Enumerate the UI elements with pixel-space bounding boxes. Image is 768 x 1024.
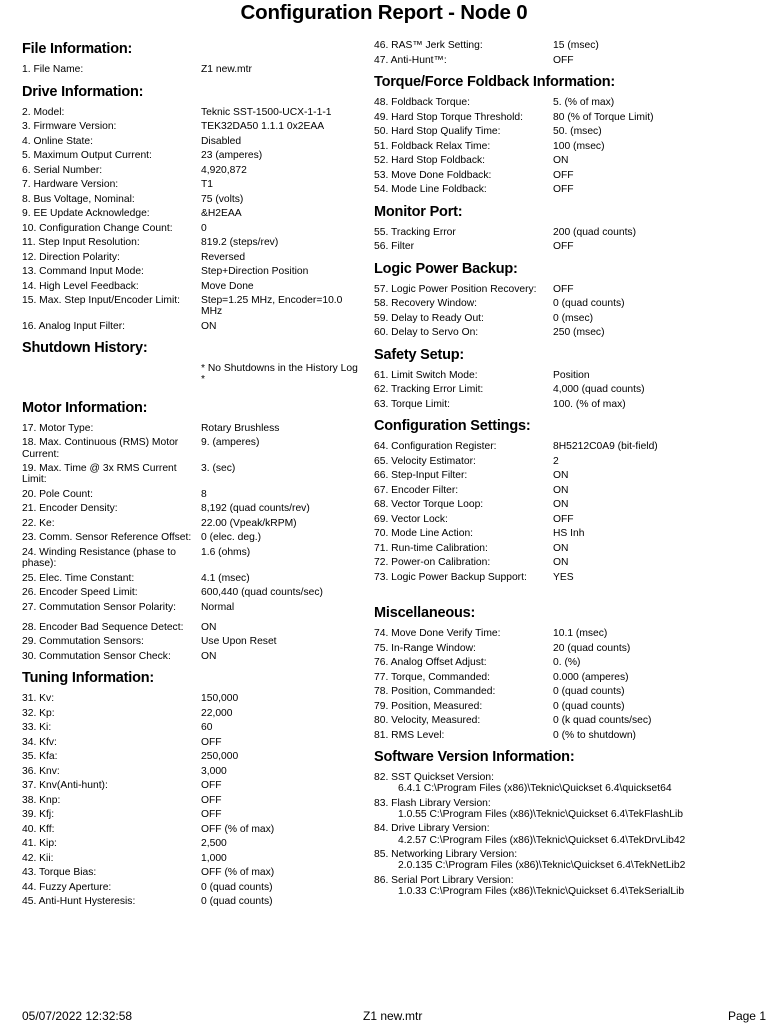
software-label: 83. Flash Library Version: [374,797,491,809]
report-row [22,532,366,543]
report-row [22,636,366,647]
section-heading: File Information: [22,41,133,57]
row-value: Disabled [201,135,242,147]
row-value: 20 (quad counts) [553,642,631,654]
report-row [374,643,764,654]
report-row [22,64,366,75]
report-row [22,602,366,613]
software-path: 1.0.55 C:\Program Files (x86)\Teknic\Quickset 6.4\TekFlashLib [398,808,683,820]
row-label: 24. Winding Resistance (phase to phase): [22,546,176,570]
row-label: 66. Step-Input Filter: [374,470,468,481]
row-value: 250 (msec) [553,327,605,338]
row-value: * No Shutdowns in the History Log * [201,363,358,386]
report-section [22,83,366,340]
report-row [374,730,764,741]
row-value: 3,000 [201,765,227,777]
report-row [22,423,366,434]
section-heading: Drive Information: [22,83,144,100]
row-label: 74. Move Done Verify Time: [374,628,501,639]
row-label: 27. Commutation Sensor Polarity: [22,601,176,613]
right-column [374,40,764,901]
row-value: 4.1 (msec) [201,572,250,584]
row-value: 10.1 (msec) [553,628,608,639]
row-label: 6. Serial Number: [22,164,103,176]
row-label: 58. Recovery Window: [374,298,478,309]
software-item [374,772,764,794]
row-label: 59. Delay to Ready Out: [374,312,484,324]
row-value: ON [553,470,569,481]
row-value: OFF [553,283,574,295]
report-row [22,165,366,176]
report-row [22,136,366,147]
report-section [374,417,764,590]
report-row [374,528,764,539]
row-label: 29. Commutation Sensors: [22,636,144,648]
row-label: 70. Mode Line Action: [374,528,474,539]
row-label: 72. Power-on Calibration: [374,557,491,568]
report-row [374,543,764,554]
row-value: 0 [201,222,207,234]
row-label: 53. Move Done Foldback: [374,169,492,181]
report-row [374,499,764,510]
row-value: T1 [201,179,214,190]
row-value: ON [553,155,569,166]
row-label: 47. Anti-Hunt™: [374,54,447,66]
row-label: 17. Motor Type: [22,422,94,434]
software-label: 82. SST Quickset Version: [374,772,494,783]
row-value: 22.00 (Vpeak/kRPM) [201,517,297,529]
row-label: 19. Max. Time @ 3x RMS Current Limit: [22,463,177,486]
row-value: OFF [553,241,574,252]
row-value: Use Upon Reset [201,636,277,648]
row-label: 64. Configuration Register: [374,441,497,452]
row-label: 39. Kfj: [22,809,55,821]
row-label: 69. Vector Lock: [374,513,448,525]
row-value: ON [553,557,569,568]
row-value: 0 (quad counts) [553,686,625,697]
row-value: TEK32DA50 1.1.1 0x2EAA [201,121,325,132]
row-label: 71. Run-time Calibration: [374,542,488,554]
row-value: OFF [553,184,574,195]
report-row [22,766,366,777]
report-row [374,384,764,395]
row-value: 0 (quad counts) [201,881,273,893]
report-section [374,73,764,203]
footer-filename: Z1 new.mtr [363,1009,423,1023]
row-label: 50. Hard Stop Qualify Time: [374,126,501,137]
row-label: 18. Max. Continuous (RMS) Motor Current: [22,437,179,460]
row-value: OFF [553,54,574,66]
report-row [374,686,764,697]
row-value: 75 (volts) [201,193,244,205]
report-row [22,780,366,791]
row-label: 2. Model: [22,106,65,118]
right-sections [374,40,764,748]
software-path: 2.0.135 C:\Program Files (x86)\Teknic\Quickset 6.4\TekNetLib2 [398,860,686,872]
row-value: YES [553,571,574,583]
row-value: 600,440 (quad counts/sec) [201,587,323,599]
report-row [374,97,764,108]
row-value: Step+Direction Position [201,266,309,277]
row-value: 150,000 [201,693,239,705]
page-footer [0,1009,768,1023]
row-label: 79. Position, Measured: [374,700,483,712]
row-value: 15 (msec) [553,40,599,51]
report-section [22,40,366,83]
row-value: 3. (sec) [201,463,236,475]
section-heading: Monitor Port: [374,203,463,220]
row-label: 63. Torque Limit: [374,398,450,410]
row-value: Move Done [201,280,254,292]
report-row [374,126,764,137]
row-label: 30. Commutation Sensor Check: [22,650,171,662]
report-row [374,184,764,195]
report-row [374,557,764,568]
report-row [22,809,366,820]
row-value: 4,000 (quad counts) [553,384,645,395]
report-row [22,107,366,118]
report-row [374,155,764,166]
row-value: 0 (quad counts) [553,700,625,712]
software-items [374,772,764,897]
row-label: 54. Mode Line Foldback: [374,184,487,195]
report-row [22,838,366,849]
row-label: 38. Knp: [22,794,61,806]
row-label: 51. Foldback Relax Time: [374,140,491,152]
row-label: 32. Kp: [22,707,55,719]
row-value: 0 (% to shutdown) [553,729,636,741]
report-row [374,485,764,496]
row-value: 60 [201,722,213,734]
row-label: 1. File Name: [22,64,84,75]
row-label: 23. Comm. Sensor Reference Offset: [22,532,192,544]
report-row [374,628,764,639]
row-label: 60. Delay to Servo On: [374,327,479,338]
row-value: 2,500 [201,838,227,850]
row-value: OFF [201,794,222,806]
row-value: Step=1.25 MHz, Encoder=10.0 MHz [201,295,343,318]
row-label: 25. Elec. Time Constant: [22,572,135,584]
report-row [22,722,366,733]
report-row [374,141,764,152]
report-row [22,518,366,529]
row-value: 80 (% of Torque Limit) [553,111,654,123]
footer-page-number: Page 1 [727,1009,766,1023]
row-value: OFF [201,809,222,821]
row-value: 0 (quad counts) [553,298,625,309]
report-row [22,281,366,292]
row-label: 10. Configuration Change Count: [22,222,173,234]
report-row [22,708,366,719]
row-value: HS Inh [553,528,585,539]
report-row [374,227,764,238]
report-row [22,437,366,459]
row-value: 100. (% of max) [553,398,626,410]
report-row [22,896,366,907]
report-section [374,40,764,73]
report-row [22,622,366,633]
row-label: 36. Knv: [22,765,60,777]
row-value: 0 (msec) [553,312,594,324]
row-value: ON [553,499,569,510]
row-label: 40. Kff: [22,823,55,835]
row-label: 55. Tracking Error [374,226,456,238]
report-row [374,370,764,381]
report-row [374,672,764,683]
software-path: 1.0.33 C:\Program Files (x86)\Teknic\Quickset 6.4\TekSerialLib [398,886,685,898]
report-row [22,223,366,234]
row-value: 0. (%) [553,657,581,668]
report-section [374,203,764,260]
section-heading: Shutdown History: [22,340,148,357]
row-label: 41. Kip: [22,838,57,850]
report-row [22,321,366,332]
row-value: Teknic SST-1500-UCX-1-1-1 [201,106,332,118]
report-section [22,399,366,669]
report-row [374,241,764,252]
footer-datetime: 05/07/2022 12:32:58 [22,1009,133,1023]
row-label: 33. Ki: [22,722,52,734]
software-label: 86. Serial Port Library Version: [374,874,514,886]
report-section [22,339,366,393]
software-label: 85. Networking Library Version: [374,849,518,861]
row-value: 250,000 [201,751,239,763]
section-heading: Motor Information: [22,399,148,416]
row-value: OFF (% of max) [201,867,275,879]
row-label: 12. Direction Polarity: [22,251,120,263]
row-label: 81. RMS Level: [374,729,445,741]
report-row [22,651,366,662]
row-label: 43. Torque Bias: [22,867,97,879]
row-label: 11. Step Input Resolution: [22,237,140,248]
row-label: 34. Kfv: [22,736,57,748]
report-row [22,363,366,385]
report-row [22,179,366,190]
row-label: 22. Ke: [22,517,55,529]
row-value: 4,920,872 [201,164,247,176]
row-label: 8. Bus Voltage, Nominal: [22,193,135,205]
report-row [374,298,764,309]
software-path: 6.4.1 C:\Program Files (x86)\Teknic\Quickset 6.4\quickset64 [398,783,672,795]
row-value: 2 [553,455,559,467]
software-item [374,823,764,845]
section-heading: Logic Power Backup: [374,260,518,277]
row-label: 4. Online State: [22,135,93,147]
row-label: 49. Hard Stop Torque Threshold: [374,111,524,123]
report-row [374,55,764,66]
row-value: &H2EAA [201,208,242,219]
row-label: 65. Velocity Estimator: [374,455,476,467]
row-value: Normal [201,601,235,613]
report-row [374,456,764,467]
report-row [374,715,764,726]
section-heading: Configuration Settings: [374,418,531,434]
row-value: 0 (elec. deg.) [201,532,262,544]
row-value: 200 (quad counts) [553,226,637,238]
row-label: 52. Hard Stop Foldback: [374,155,486,166]
section-heading: Software Version Information: [374,749,575,765]
report-row [374,514,764,525]
software-version-section [374,748,764,897]
report-row [22,853,366,864]
row-label: 37. Knv(Anti-hunt): [22,780,108,792]
row-value: 22,000 [201,707,233,719]
report-row [22,573,366,584]
row-value: 0.000 (amperes) [553,671,629,683]
row-value: 819.2 (steps/rev) [201,237,279,248]
row-label: 77. Torque, Commanded: [374,671,491,683]
report-row [22,121,366,132]
row-label: 42. Kii: [22,852,54,864]
row-label: 3. Firmware Version: [22,121,117,132]
report-row [22,867,366,878]
row-value: ON [201,650,217,662]
report-row [374,470,764,481]
report-row [22,489,366,500]
row-label: 20. Pole Count: [22,488,93,500]
report-row [22,824,366,835]
row-label: 9. EE Update Acknowledge: [22,208,150,219]
report-row [374,441,764,452]
report-row [22,547,366,569]
report-section [374,346,764,418]
report-row [22,587,366,598]
row-label: 56. Filter [374,241,415,252]
report-row [374,313,764,324]
row-value: 1,000 [201,852,227,864]
report-row [374,327,764,338]
row-label: 48. Foldback Torque: [374,97,470,108]
left-column [22,40,366,915]
section-heading: Miscellaneous: [374,605,476,621]
row-label: 16. Analog Input Filter: [22,320,126,332]
row-label: 31. Kv: [22,693,55,705]
row-label: 67. Encoder Filter: [374,484,459,496]
row-label: 28. Encoder Bad Sequence Detect: [22,621,184,633]
section-heading: Safety Setup: [374,346,465,363]
row-label: 15. Max. Step Input/Encoder Limit: [22,295,180,306]
row-value: Z1 new.mtr [201,64,252,75]
row-value: OFF (% of max) [201,823,275,835]
row-label: 76. Analog Offset Adjust: [374,657,487,668]
row-value: 50. (msec) [553,126,602,137]
row-label: 46. RAS™ Jerk Setting: [374,40,483,51]
row-value: Position [553,369,590,381]
section-heading: Torque/Force Foldback Information: [374,74,616,90]
software-label: 84. Drive Library Version: [374,823,490,835]
report-row [374,701,764,712]
report-row [22,266,366,277]
report-row [22,463,366,485]
report-row [22,208,366,219]
row-label: 73. Logic Power Backup Support: [374,571,527,583]
row-label: 62. Tracking Error Limit: [374,384,484,395]
report-row [22,503,366,514]
row-label: 26. Encoder Speed Limit: [22,587,138,599]
row-label: 13. Command Input Mode: [22,266,144,277]
report-row [22,737,366,748]
row-label: 75. In-Range Window: [374,642,476,654]
report-row [22,194,366,205]
report-row [22,252,366,263]
row-value: 8,192 (quad counts/rev) [201,503,310,515]
report-row [22,295,366,317]
row-value: ON [201,621,217,633]
report-row [374,112,764,123]
row-value: 1.6 (ohms) [201,546,251,558]
report-row [22,693,366,704]
row-label: 57. Logic Power Position Recovery: [374,283,537,295]
row-value: 23 (amperes) [201,150,263,161]
row-value: OFF [201,736,222,748]
report-row [22,237,366,248]
row-value: Rotary Brushless [201,422,280,434]
row-value: OFF [201,780,222,792]
row-label: 44. Fuzzy Aperture: [22,881,112,893]
row-label: 78. Position, Commanded: [374,686,496,697]
report-section [22,669,366,915]
row-value: 100 (msec) [553,140,605,152]
row-value: Reversed [201,251,246,263]
report-row [22,751,366,762]
software-path: 4.2.57 C:\Program Files (x86)\Teknic\Quickset 6.4\TekDrvLib42 [398,834,686,846]
report-row [22,882,366,893]
row-label: 61. Limit Switch Mode: [374,369,478,381]
row-value: 0 (k quad counts/sec) [553,715,652,726]
row-value: OFF [553,169,574,181]
row-value: ON [553,484,569,496]
report-row [374,170,764,181]
report-title: Configuration Report - Node 0 [240,1,528,24]
report-row [374,399,764,410]
row-label: 14. High Level Feedback: [22,280,139,292]
row-value: 8 [201,488,207,500]
section-heading: Tuning Information: [22,670,155,687]
row-value: ON [201,320,217,332]
row-label [22,363,201,385]
software-item [374,849,764,871]
row-label: 35. Kfa: [22,751,58,763]
row-value: ON [553,542,569,554]
report-section [374,260,764,346]
report-section [374,604,764,748]
row-label: 80. Velocity, Measured: [374,715,481,726]
software-item [374,798,764,820]
report-row [374,572,764,583]
report-row [22,795,366,806]
report-row [22,150,366,161]
row-value: 0 (quad counts) [201,896,273,908]
report-row [374,657,764,668]
row-label: 45. Anti-Hunt Hysteresis: [22,896,136,908]
row-value: 5. (% of max) [553,97,615,108]
row-value: OFF [553,513,574,525]
row-value: 8H5212C0A9 (bit-field) [553,441,658,452]
row-label: 7. Hardware Version: [22,179,119,190]
row-label: 5. Maximum Output Current: [22,150,152,161]
row-label: 68. Vector Torque Loop: [374,499,484,510]
row-label: 21. Encoder Density: [22,503,118,515]
software-item [374,875,764,897]
row-value: 9. (amperes) [201,437,260,449]
report-row [374,40,764,51]
report-row [374,284,764,295]
